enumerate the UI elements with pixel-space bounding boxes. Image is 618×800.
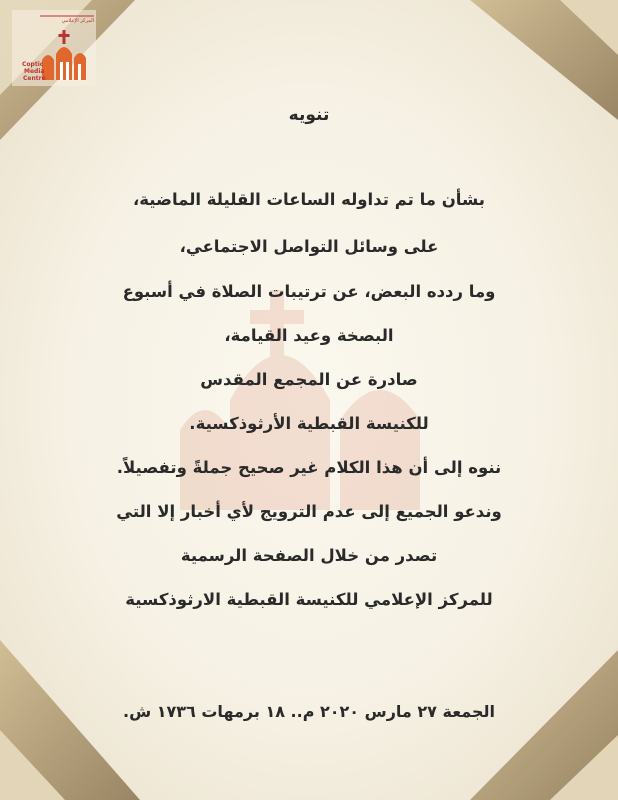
notice-line: ننوه إلى أن هذا الكلام غير صحيح جملةً وتفصيلاً. <box>116 458 502 477</box>
notice-title: تنويه <box>288 105 330 125</box>
notice-line: وندعو الجميع إلى عدم الترويج لأي أخبار إلا التي <box>116 502 502 521</box>
svg-text:Coptic: Coptic <box>22 61 44 68</box>
notice-line: بشأن ما تم تداوله الساعات القليلة الماضية، <box>132 190 485 209</box>
notice-line: على وسائل التواصل الاجتماعي، <box>179 237 439 256</box>
notice-line: للمركز الإعلامي للكنيسة القبطية الارثوذكسية <box>125 590 493 609</box>
svg-text:Media: Media <box>24 68 45 75</box>
svg-text:المركز الإعلامي: المركز الإعلامي <box>61 18 94 24</box>
notice-line: وما ردده البعض، عن ترتيبات الصلاة في أسبوع <box>122 282 496 301</box>
notice-date: الجمعة ٢٧ مارس ٢٠٢٠ م.. ١٨ برمهات ١٧٣٦ ش. <box>122 702 495 721</box>
notice-line: البصخة وعيد القيامة، <box>224 326 394 345</box>
notice-line: تصدر من خلال الصفحة الرسمية <box>180 546 438 565</box>
notice-line: للكنيسة القبطية الأرثوذكسية. <box>189 414 429 433</box>
notice-line: صادرة عن المجمع المقدس <box>200 370 418 389</box>
svg-text:Centre: Centre <box>23 75 46 82</box>
